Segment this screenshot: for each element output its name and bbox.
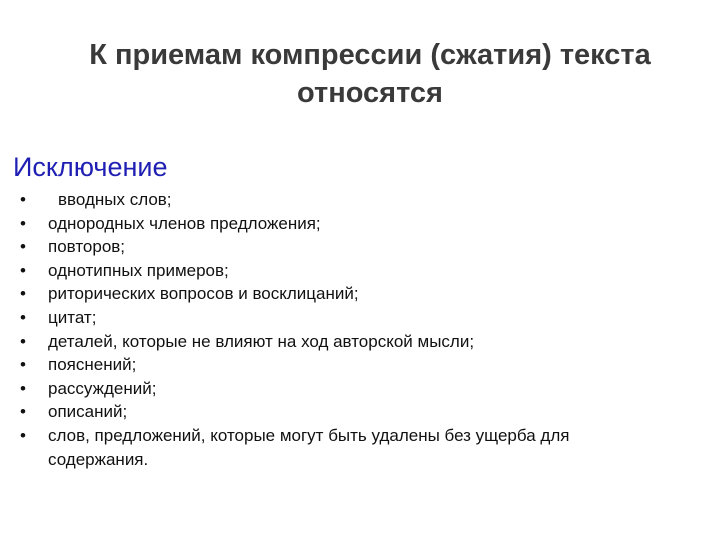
list-item bbox=[14, 424, 654, 471]
list-item-text: однотипных примеров; bbox=[48, 260, 229, 280]
list-item bbox=[14, 330, 654, 354]
list-item-text: вводных слов; bbox=[58, 190, 172, 209]
bullet-list bbox=[14, 188, 654, 471]
list-item-text: описаний; bbox=[48, 402, 128, 422]
bullet-icon: • bbox=[20, 402, 26, 422]
bullet-icon: • bbox=[20, 260, 26, 280]
list-item-text: риторических вопросов и восклицаний; bbox=[48, 284, 359, 304]
list-item-text: рассуждений; bbox=[48, 378, 157, 398]
bullet-icon: • bbox=[20, 425, 26, 445]
bullet-icon: • bbox=[20, 213, 26, 233]
list-item bbox=[14, 235, 654, 259]
list-item bbox=[14, 353, 654, 377]
list-item-text: однородных членов предложения; bbox=[48, 213, 321, 233]
bullet-icon: • bbox=[20, 237, 26, 257]
list-item-text: слов, предложений, которые могут быть удалены без ущерба для содержания. bbox=[48, 425, 570, 469]
list-item bbox=[14, 188, 654, 212]
list-item bbox=[14, 377, 654, 401]
list-item bbox=[14, 306, 654, 330]
list-item-text: пояснений; bbox=[48, 355, 137, 375]
bullet-icon: • bbox=[20, 190, 26, 209]
section-heading: Исключение bbox=[13, 152, 168, 182]
bullet-icon: • bbox=[20, 378, 26, 398]
list-item-text: цитат; bbox=[48, 307, 97, 327]
list-item bbox=[14, 282, 654, 306]
list-item bbox=[14, 259, 654, 283]
bullet-icon: • bbox=[20, 284, 26, 304]
list-item bbox=[14, 400, 654, 424]
list-item bbox=[14, 212, 654, 236]
bullet-icon: • bbox=[20, 355, 26, 375]
bullet-icon: • bbox=[20, 307, 26, 327]
slide-title: К приемам компрессии (сжатия) текста относятся bbox=[89, 39, 651, 109]
bullet-icon: • bbox=[20, 331, 26, 351]
list-item-text: деталей, которые не влияют на ход авторской мысли; bbox=[48, 331, 475, 351]
list-item-text: повторов; bbox=[48, 237, 126, 257]
